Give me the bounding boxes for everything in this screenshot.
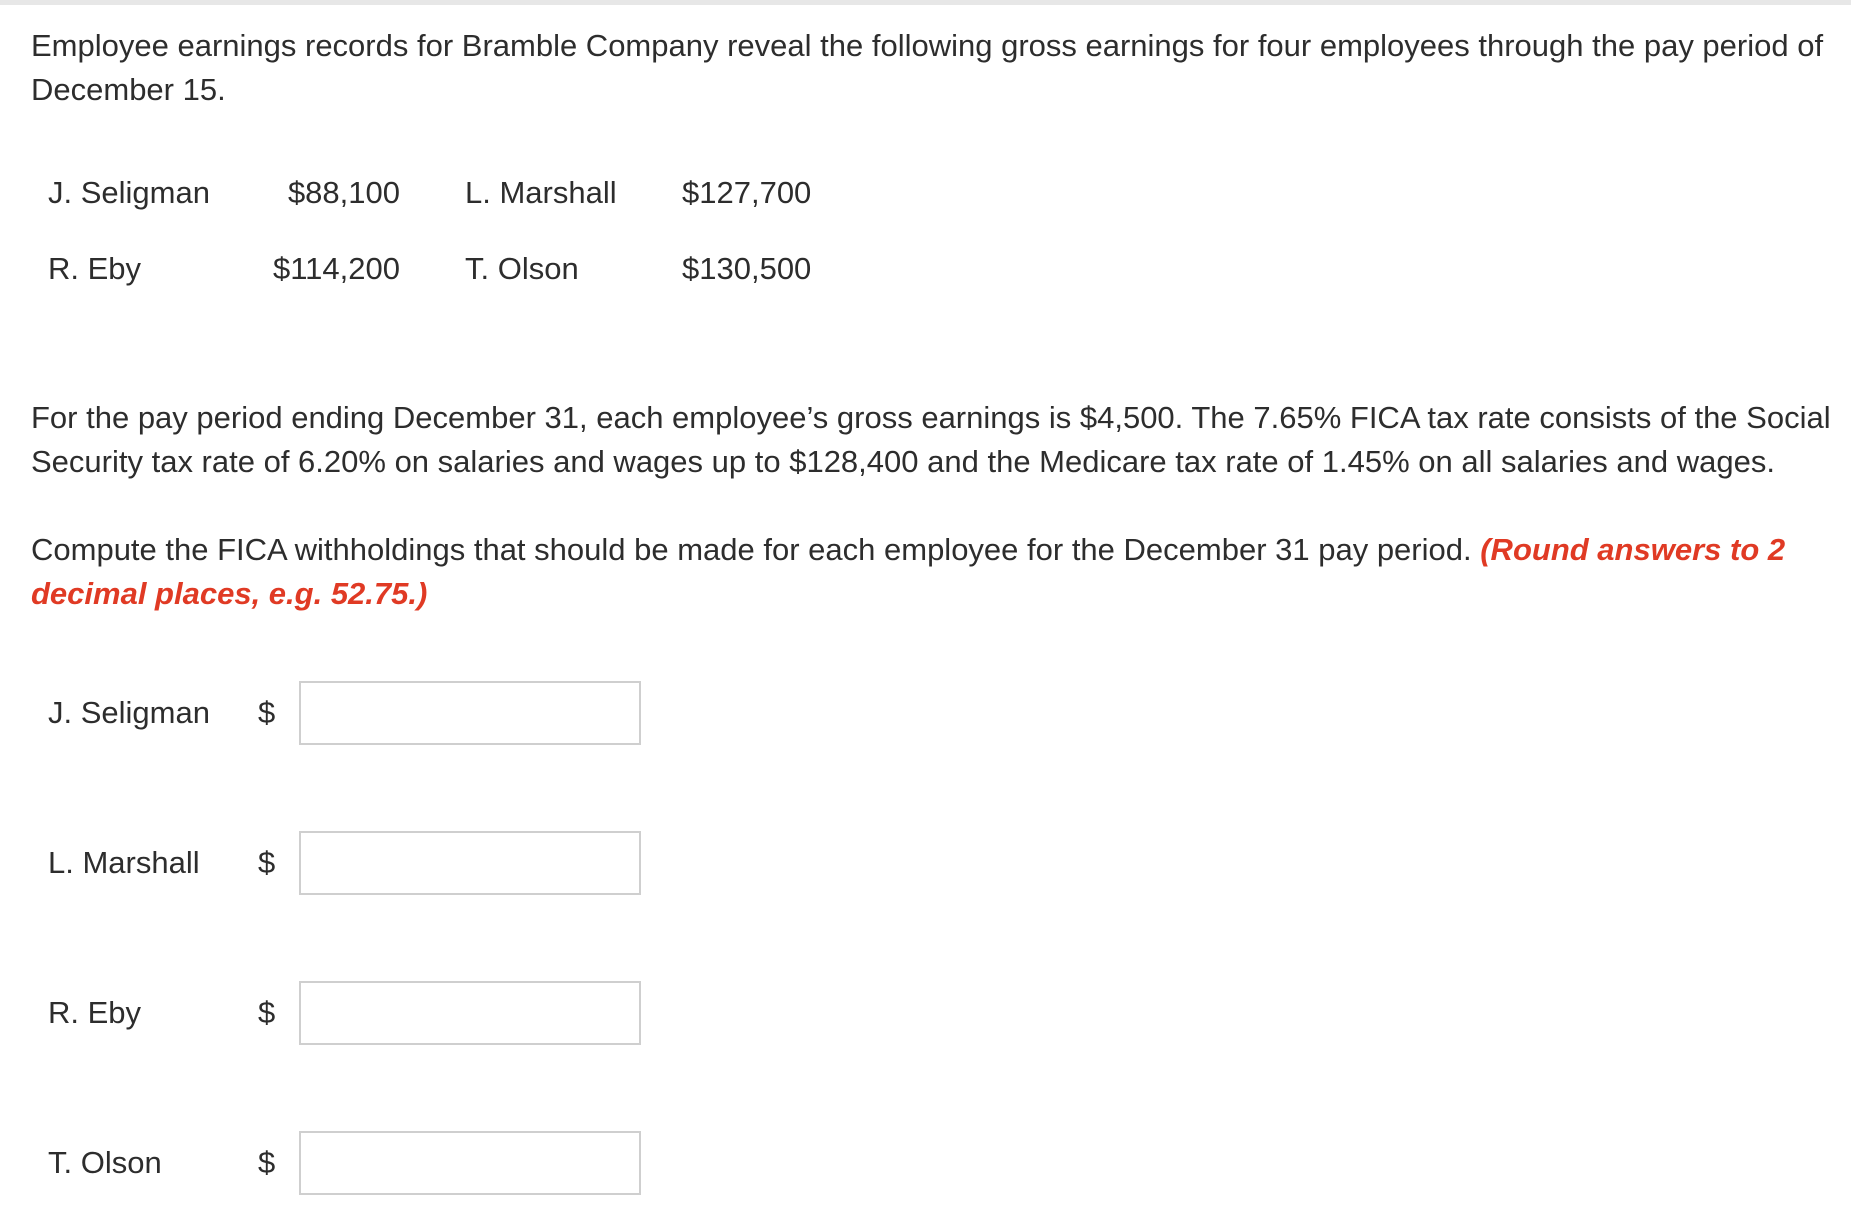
earnings-amount-olson: $130,500 <box>682 251 812 286</box>
dollar-sign: $ <box>258 995 276 1030</box>
instruction-paragraph <box>31 528 1831 616</box>
dollar-sign: $ <box>258 1145 276 1180</box>
rounding-hint: (Round answers to 2 decimal places, e.g. 52.75.) <box>31 532 1786 611</box>
top-divider <box>0 0 1851 5</box>
dollar-sign: $ <box>258 845 276 880</box>
answer-label-olson: T. Olson <box>48 1145 162 1180</box>
answer-label-eby: R. Eby <box>48 995 142 1030</box>
earnings-name-eby: R. Eby <box>48 251 142 286</box>
details-paragraph: For the pay period ending December 31, each employee’s gross earnings is $4,500. The 7.65% FICA tax rate consists of the Social Security tax rate of 6.20% on salaries and wages up to $128,400 and the Medicare tax rate of 1.45% on all salaries and wages. <box>31 400 1831 479</box>
earnings-name-seligman: J. Seligman <box>48 175 210 210</box>
answer-input-seligman[interactable] <box>299 681 641 745</box>
answer-label-seligman: J. Seligman <box>48 695 210 730</box>
dollar-sign: $ <box>258 695 276 730</box>
answer-input-eby[interactable] <box>299 981 641 1045</box>
earnings-name-marshall: L. Marshall <box>465 175 617 210</box>
instruction-text: Compute the FICA withholdings that should be made for each employee for the December 31 pay period. <box>31 532 1472 567</box>
earnings-amount-eby: $114,200 <box>273 251 400 286</box>
earnings-amount-marshall: $127,700 <box>682 175 812 210</box>
earnings-name-olson: T. Olson <box>465 251 579 286</box>
earnings-amount-seligman: $88,100 <box>287 175 400 210</box>
intro-paragraph: Employee earnings records for Bramble Company reveal the following gross earnings for four employees through the pay period of December 15. <box>31 28 1824 107</box>
answer-input-marshall[interactable] <box>299 831 641 895</box>
answer-input-olson[interactable] <box>299 1131 641 1195</box>
answer-label-marshall: L. Marshall <box>48 845 200 880</box>
